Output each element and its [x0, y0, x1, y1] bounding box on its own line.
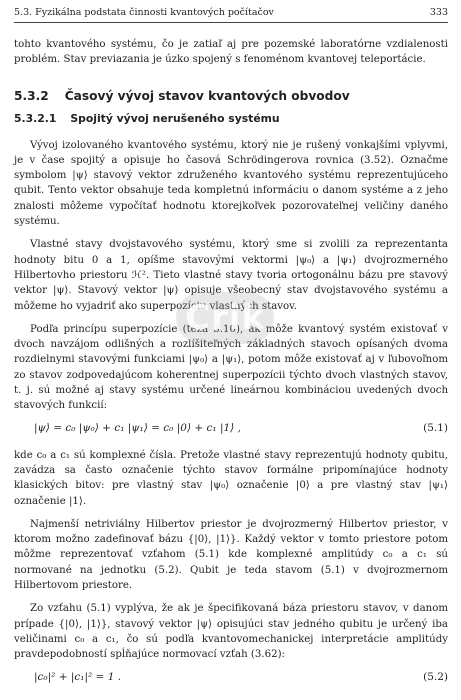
paragraph-4: kde c₀ a c₁ sú komplexné čísla. Pretože vlastné stavy reprezentujú hodnoty qubitu, zavádza sa často označenie týchto stavov formálne pripomínajúce hodnoty klasických bitov: pre vlastný stav |ψ₀⟩ označenie |0⟩ a pre vlastný stav |ψ₁⟩ označenie |1⟩.	[14, 449, 448, 507]
equation-body: |ψ⟩ = c₀ |ψ₀⟩ + c₁ |ψ₁⟩ = c₀ |0⟩ + c₁ |1⟩ ,	[34, 421, 241, 434]
equation-body: |c₀|² + |c₁|² = 1 .	[34, 670, 122, 683]
running-header-title: 5.3. Fyzikálna podstata činnosti kvantových počítačov	[14, 7, 274, 18]
paragraph-continuation: tohto kvantového systému, čo je zatiaľ aj pre pozemské laboratórne vzdialenosti problém. Stav previazania je úzko spojený s fenoménom kvantovej teleportácie.	[14, 39, 448, 66]
section-title: Časový vývoj stavov kvantových obvodov	[64, 88, 350, 103]
subsection-title: Spojitý vývoj nerušeného systému	[70, 111, 280, 125]
equation-5-2	[14, 671, 448, 689]
paragraph-5: Najmenší netriviálny Hilbertov priestor je dvojrozmerný Hilbertov priestor, v ktorom možno zadefinovať bázu {|0⟩, |1⟩}. Každý vektor v tomto priestore potom môžme reprezentovať vzťahom (5.1) kde komplexné amplitúdy c₀ a c₁ sú normované na jednotku (5.2). Qubit je teda stavom (5.1) v dvojrozmernom Hilbertovom priestore.	[14, 518, 448, 592]
section-number: 5.3.2	[14, 88, 49, 103]
subsection-number: 5.3.2.1	[14, 111, 57, 125]
paragraph-6: Zo vzťahu (5.1) vyplýva, že ak je špecifikovaná báza priestoru stavov, v danom prípade {|0⟩, |1⟩}, stavový vektor |ψ⟩ opisujúci stav jedného qubitu je určený iba veličinami c₀ a c₁, čo sú podľa kvantovomechanickej interpretácie amplitúdy pravdepodobností spĺňajúce normovací vzťah (3.62):	[14, 603, 448, 661]
equation-5-1	[14, 422, 448, 440]
subsection-heading	[14, 112, 448, 125]
equation-number: (5.2)	[423, 670, 448, 683]
equation-number: (5.1)	[423, 421, 448, 434]
watermark-logo: Crik	[176, 292, 274, 344]
page-body	[14, 37, 448, 697]
paragraph-2: Vlastné stavy dvojstavového systému, ktorý sme si zvolili za reprezentanta hodnoty bitu 0 a 1, opíšme stavovými vektormi |ψ₀⟩ a |ψ₁⟩ dvojrozmerného Hilbertovho priestoru ℋ². Tieto vlastné stavy tvoria ortogonálnu bázu pre stavový vektor |ψ⟩. Stavový vektor |ψ⟩ opisuje všeobecný stav dvojstavového systému a môžeme ho vyjadriť ako superpozíciu vlastných stavov.	[14, 239, 448, 312]
page-number: 333	[429, 7, 448, 18]
paragraph-1: Vývoj izolovaného kvantového systému, ktorý nie je rušený vonkajšími vplyvmi, je v čase spojitý a opisuje ho časová Schrödingerova rovnica (3.52). Označme symbolom |ψ⟩ stavový vektor združeného kvantového systému reprezentujúceho qubit. Tento vektor obsahuje teda kompletnú informáciu o danom systéme a z jeho znalosti môžeme vypočítať hodnotu ktorejkoľvek pozorovateľnej veličiny daného systému.	[14, 139, 448, 228]
running-header	[14, 7, 448, 21]
header-rule	[14, 22, 448, 23]
section-heading	[14, 89, 448, 103]
paragraph-3: Podľa princípu superpozície (téza 3.10), ak môže kvantový systém existovať v dvoch navzájom odlišných a rozlíšiteľných základných stavoch opísaných dvoma rozdielnymi stavovými funkciami |ψ₀⟩ a |ψ₁⟩, potom môže existovať aj v ľubovoľnom zo stavov zodpovedajúcom koherentnej superpozícii týchto dvoch vlastných stavov, t. j. sú možné aj stavy systému určené lineárnou kombináciou uvedených dvoch stavových funkcií:	[14, 323, 448, 412]
